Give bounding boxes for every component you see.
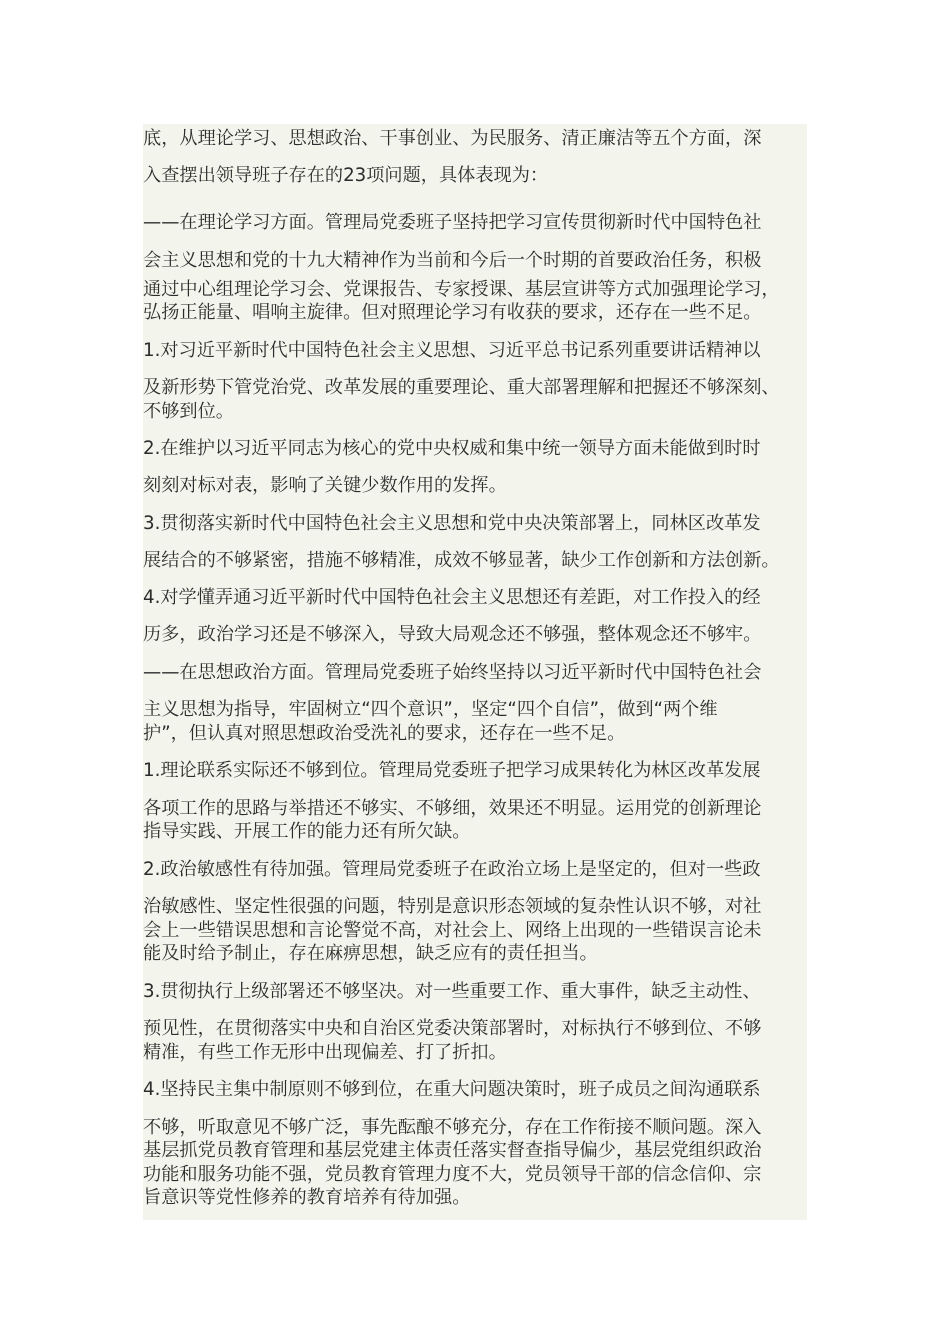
text-line: 通过中心组理论学习会、党课报告、专家授课、基层宣讲等方式加强理论学习， [143, 279, 780, 300]
text-line: 1.理论联系实际还不够到位。管理局党委班子把学习成果转化为林区改革发展 [143, 760, 761, 781]
text-line: 各项工作的思路与举措还不够实、不够细，效果还不明显。运用党的创新理论 [143, 798, 762, 819]
text-line: 入查摆出领导班子存在的23项问题，具体表现为： [143, 165, 549, 186]
text-line: 展结合的不够紧密，措施不够精准，成效不够显著，缺少工作创新和方法创新。 [143, 550, 780, 571]
text-line: 指导实践、开展工作的能力还有所欠缺。 [143, 821, 471, 842]
text-line: 能及时给予制止，存在麻痹思想，缺乏应有的责任担当。 [143, 943, 598, 964]
text-line: 预见性，在贯彻落实中央和自治区党委决策部署时，对标执行不够到位、不够 [143, 1018, 762, 1039]
text-line: 底，从理论学习、思想政治、干事创业、为民服务、清正廉洁等五个方面，深 [143, 128, 762, 149]
text-line: ——在理论学习方面。管理局党委班子坚持把学习宣传贯彻新时代中国特色社 [143, 212, 762, 233]
text-line: 旨意识等党性修养的教育培养有待加强。 [143, 1187, 471, 1208]
text-line: 会上一些错误思想和言论警觉不高，对社会上、网络上出现的一些错误言论未 [143, 920, 762, 941]
text-line: 4.对学懂弄通习近平新时代中国特色社会主义思想还有差距，对工作投入的经 [143, 587, 761, 608]
text-line: 护”，但认真对照思想政治受洗礼的要求，还存在一些不足。 [143, 723, 626, 744]
text-line: 刻刻对标对表，影响了关键少数作用的发挥。 [143, 475, 507, 496]
text-line: 基层抓党员教育管理和基层党建主体责任落实督查指导偏少，基层党组织政治 [143, 1140, 762, 1161]
text-line: 历多，政治学习还是不够深入，导致大局观念还不够强，整体观念还不够牢。 [143, 624, 762, 645]
text-line: 及新形势下管党治党、改革发展的重要理论、重大部署理解和把握还不够深刻、 [143, 377, 780, 398]
text-line: 4.坚持民主集中制原则不够到位，在重大问题决策时，班子成员之间沟通联系 [143, 1079, 761, 1100]
text-line: 3.贯彻执行上级部署还不够坚决。对一些重要工作、重大事件，缺乏主动性、 [143, 981, 761, 1002]
text-line: 弘扬正能量、唱响主旋律。但对照理论学习有收获的要求，还存在一些不足。 [143, 302, 762, 323]
text-line: 治敏感性、坚定性很强的问题，特别是意识形态领域的复杂性认识不够，对社 [143, 896, 762, 917]
text-line: 不够到位。 [143, 401, 234, 422]
text-line: 不够，听取意见不够广泛，事先酝酿不够充分，存在工作衔接不顺问题。深入 [143, 1117, 762, 1138]
text-line: 2.政治敏感性有待加强。管理局党委班子在政治立场上是坚定的，但对一些政 [143, 859, 761, 880]
text-line: 主义思想为指导，牢固树立“四个意识”，坚定“四个自信”，做到“两个维 [143, 699, 718, 720]
text-line: 3.贯彻落实新时代中国特色社会主义思想和党中央决策部署上，同林区改革发 [143, 513, 761, 534]
text-line: 1.对习近平新时代中国特色社会主义思想、习近平总书记系列重要讲话精神以 [143, 340, 761, 361]
text-line: 2.在维护以习近平同志为核心的党中央权威和集中统一领导方面未能做到时时 [143, 438, 761, 459]
text-line: 功能和服务功能不强，党员教育管理力度不大，党员领导干部的信念信仰、宗 [143, 1164, 762, 1185]
text-line: ——在思想政治方面。管理局党委班子始终坚持以习近平新时代中国特色社会 [143, 662, 762, 683]
document-page [143, 124, 807, 1220]
text-line: 精准，有些工作无形中出现偏差、打了折扣。 [143, 1042, 507, 1063]
text-line: 会主义思想和党的十九大精神作为当前和今后一个时期的首要政治任务，积极 [143, 250, 762, 271]
